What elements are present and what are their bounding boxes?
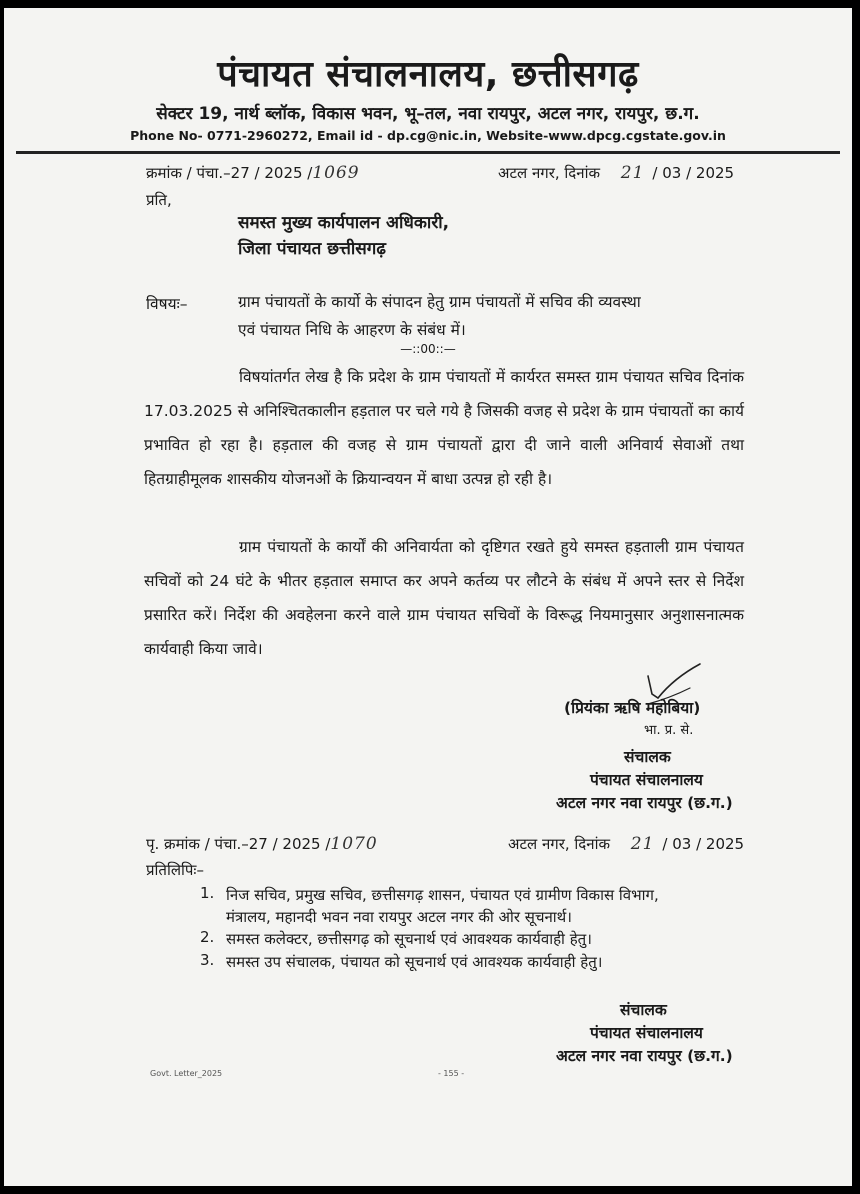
signatory-designation: संचालक xyxy=(624,748,671,766)
recipient-prefix: प्रति, xyxy=(146,191,172,209)
reference-date xyxy=(498,163,734,183)
endorsement-number-label: पृ. क्रमांक / पंचा.–27 / 2025 / xyxy=(146,835,331,853)
copy-item-text: समस्त उप संचालक, पंचायत को सूचनार्थ एवं आवश्यक कार्यवाही हेतु। xyxy=(226,953,603,971)
body-paragraph-2: ग्राम पंचायतों के कार्यों की अनिवार्यता को दृष्टिगत रखते हुये समस्त हड़ताली ग्राम पंचायत सचिवों को 24 घंटे के भीतर हड़ताल समाप्त कर अपने कर्तव्य पर लौटने के संबंध में अपने स्तर से निर्देश प्रसारित करें। निर्देश की अवहेलना करने वाले ग्राम पंचायत सचिवों के विरूद्ध नियमानुसार अनुशासनात्मक कार्यवाही किया जावे। xyxy=(144,538,744,658)
copy-item-line1: निज सचिव, प्रमुख सचिव, छत्तीसगढ़ शासन, पंचायत एवं ग्रामीण विकास विभाग, xyxy=(226,886,659,904)
endorsement-number-handwritten: 1070 xyxy=(330,834,378,854)
copy-label: प्रतिलिपिः– xyxy=(146,861,204,879)
signatory2-place: अटल नगर नवा रायपुर (छ.ग.) xyxy=(556,1047,733,1065)
copy-item-text xyxy=(226,884,806,928)
signatory-name: (प्रियंका ऋषि महोबिया) xyxy=(564,699,701,717)
reference-number-label: क्रमांक / पंचा.–27 / 2025 / xyxy=(146,164,313,182)
letterhead-divider xyxy=(16,151,840,154)
body-paragraph-1: विषयांतर्गत लेख है कि प्रदेश के ग्राम पंचायतों में कार्यरत समस्त ग्राम पंचायत सचिव दिनांक 17.03.2025 से अनिश्चितकालीन हड़ताल पर चले गये है जिसकी वजह से प्रदेश के ग्राम पंचायतों का कार्य प्रभावित हो रहा है। हड़ताल की वजह से ग्राम पंचायतों द्वारा दी जाने वाली अनिवार्य सेवाओं तथा हितग्राहीमूलक शासकीय योजनओं के क्रियान्वयन में बाधा उत्पन्न हो रही है। xyxy=(144,368,744,488)
footer-left: Govt. Letter_2025 xyxy=(150,1069,223,1078)
copy-item-number: 3. xyxy=(200,951,215,969)
endorsement-date-day: 21 xyxy=(630,834,655,854)
subject-line1: ग्राम पंचायतों के कार्यो के संपादन हेतु ग्राम पंचायतों में सचिव की व्यवस्था xyxy=(238,293,641,311)
endorsement-date-label: अटल नगर, दिनांक xyxy=(508,835,610,853)
signatory2-office: पंचायत संचालनालय xyxy=(590,1024,703,1042)
subject-separator: —::00::— xyxy=(400,342,456,356)
endorsement-date xyxy=(508,834,744,854)
reference-number-handwritten: 1069 xyxy=(312,163,360,183)
recipient-line1: समस्त मुख्य कार्यपालन अधिकारी, xyxy=(238,213,450,233)
recipient-line2: जिला पंचायत छत्तीसगढ़ xyxy=(238,239,386,259)
signatory2-designation: संचालक xyxy=(620,1001,667,1019)
reference-date-label: अटल नगर, दिनांक xyxy=(498,164,600,182)
org-title: पंचायत संचालनालय, छत्तीसगढ़ xyxy=(217,54,639,95)
copy-item-number: 1. xyxy=(200,884,215,902)
signatory-service: भा. प्र. से. xyxy=(644,723,694,738)
reference-date-day: 21 xyxy=(620,163,645,183)
signatory-place: अटल नगर नवा रायपुर (छ.ग.) xyxy=(556,794,733,812)
copy-item-text: समस्त कलेक्टर, छत्तीसगढ़ को सूचनार्थ एवं आवश्यक कार्यवाही हेतु। xyxy=(226,930,592,948)
reference-date-rest: / 03 / 2025 xyxy=(652,164,735,182)
copy-item-number: 2. xyxy=(200,928,215,946)
subject-line2: एवं पंचायत निधि के आहरण के संबंध में। xyxy=(238,321,466,339)
letter-page xyxy=(4,8,852,1186)
copy-item-line2: मंत्रालय, महानदी भवन नवा रायपुर अटल नगर की ओर सूचनार्थ। xyxy=(226,908,572,926)
subject-text xyxy=(238,288,758,344)
org-address: सेक्टर 19, नार्थ ब्लॉक, विकास भवन, भू–तल, नवा रायपुर, अटल नगर, रायपुर, छ.ग. xyxy=(156,104,700,124)
org-contact: Phone No- 0771-2960272, Email id - dp.cg@nic.in, Website-www.dpcg.cgstate.gov.in xyxy=(130,128,726,143)
endorsement-date-rest: / 03 / 2025 xyxy=(662,835,745,853)
signatory-office: पंचायत संचालनालय xyxy=(590,771,703,789)
endorsement-number xyxy=(146,834,378,854)
footer-page-number: - 155 - xyxy=(438,1069,465,1078)
subject-label: विषयः– xyxy=(146,295,188,313)
reference-number xyxy=(146,163,360,183)
